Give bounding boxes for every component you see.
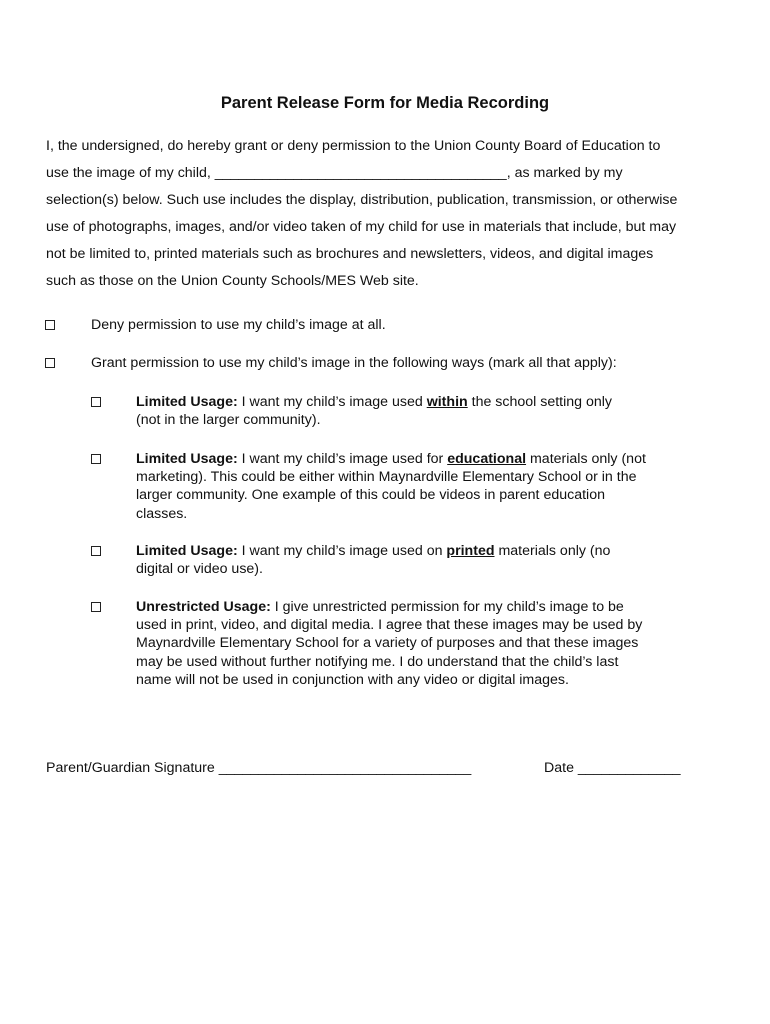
grant-option [0,354,770,374]
printed-checkbox[interactable] [91,546,101,556]
sub-option-text: I want my child’s image used for [237,451,448,467]
signature-field[interactable]: Parent/Guardian Signature ________________________________ [46,760,472,776]
emphasis-printed: printed [446,543,495,559]
sub-option-text: I want my child’s image used [237,394,427,410]
emphasis-educational: educational [447,451,527,467]
sub-option-line: larger community. One example of this could be videos in parent education [136,487,605,504]
grant-checkbox[interactable] [45,358,55,368]
sub-option-line: (not in the larger community). [136,412,321,429]
sub-option-text: the school setting only [467,394,613,410]
sub-option-line: classes. [136,505,188,522]
intro-line: use of photographs, images, and/or video taken of my child for use in materials that include, but may [46,219,677,235]
sub-option-text: I give unrestricted permission for my child’s image to be [270,599,624,615]
page-title: Parent Release Form for Media Recording [220,94,550,112]
deny-option-label: Deny permission to use my child’s image at all. [91,317,386,333]
intro-line: not be limited to, printed materials such as brochures and newsletters, videos, and digital images [46,246,654,262]
grant-option-label: Grant permission to use my child’s image in the following ways (mark all that apply): [91,355,617,371]
sub-option-line: name will not be used in conjunction with any video or digital images. [136,671,569,688]
deny-option [0,316,770,336]
sub-option-line [136,542,696,560]
sub-option-printed [136,542,696,578]
sub-option-line: used in print, video, and digital media. I agree that these images may be used by [136,617,643,634]
sub-option-line: Maynardville Elementary School for a variety of purposes and that these images [136,635,639,652]
sub-option-text: materials only (no [494,543,611,559]
sub-option-educational [136,450,696,523]
sub-option-text: I want my child’s image used on [237,543,447,559]
intro-line: use the image of my child, _____________________________________, as marked by my [46,165,623,181]
unrestricted-checkbox[interactable] [91,602,101,612]
sub-option-line: marketing). This could be either within Maynardville Elementary School or in the [136,469,637,486]
intro-line: I, the undersigned, do hereby grant or deny permission to the Union County Board of Education to [46,138,661,154]
sub-option-line [136,598,696,616]
sub-option-line [136,450,696,468]
sub-option-label: Unrestricted Usage: [136,599,271,615]
intro-line: selection(s) below. Such use includes the display, distribution, publication, transmission, or otherwise [46,192,678,208]
sub-option-text: materials only (not [526,451,646,467]
intro-paragraph [46,133,736,295]
date-field[interactable]: Date _____________ [544,760,681,776]
deny-checkbox[interactable] [45,320,55,330]
intro-line: such as those on the Union County Schools/MES Web site. [46,273,419,289]
sub-option-label: Limited Usage: [136,451,238,467]
educational-checkbox[interactable] [91,454,101,464]
sub-option-within-school [136,393,696,429]
sub-option-label: Limited Usage: [136,394,238,410]
emphasis-within: within [426,394,468,410]
sub-option-line: may be used without further notifying me. I do understand that the child’s last [136,653,619,670]
sub-option-line [136,393,696,411]
sub-option-unrestricted [136,598,696,689]
sub-option-label: Limited Usage: [136,543,238,559]
within-school-checkbox[interactable] [91,397,101,407]
sub-option-line: digital or video use). [136,561,263,578]
